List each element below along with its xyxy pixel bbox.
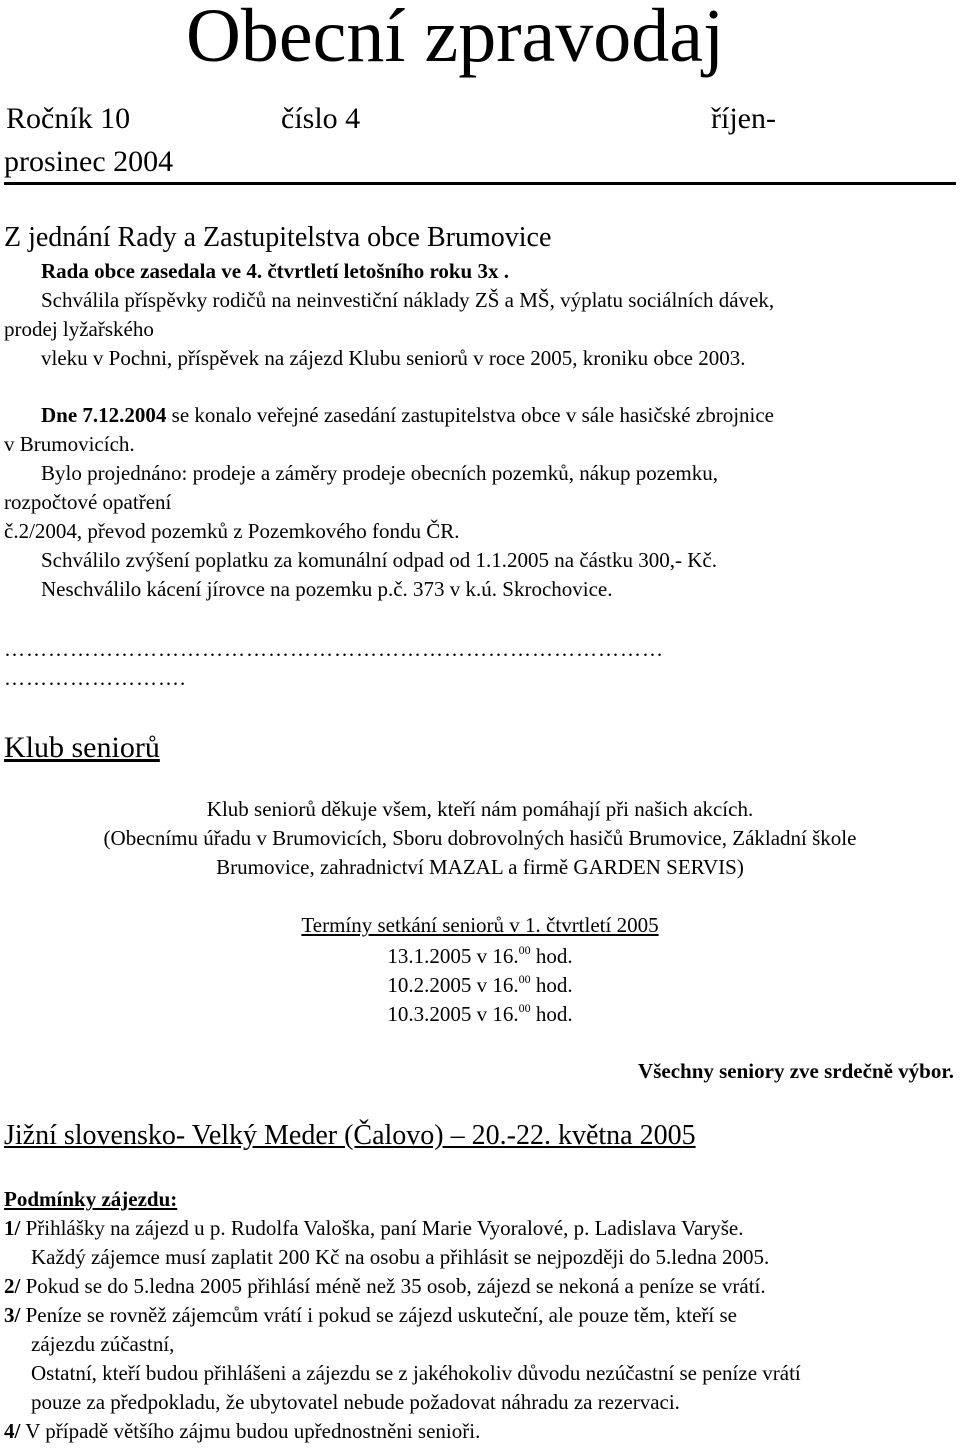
date-suffix: hod.	[530, 1002, 573, 1026]
rada-line-2: prodej lyžařského	[4, 317, 154, 341]
rada-summary: Rada obce zasedala ve 4. čtvrtletí letošního roku 3x .	[41, 259, 509, 283]
condition-item-4	[4, 1421, 480, 1442]
period-start: říjen-	[711, 102, 776, 135]
volume-label: Ročník 10	[6, 102, 131, 135]
discussed-line-1: Bylo projednáno: prodeje a záměry prodeje obecních pozemků, nákup pozemku,	[41, 461, 719, 485]
condition-text: Přihlášky na zájezd u p. Rudolfa Valoška, paní Marie Vyoralové, p. Ladislava Varyše.	[20, 1216, 744, 1240]
trip-heading: Jižní slovensko- Velký Meder (Čalovo) – 20.-22. května 2005	[4, 1120, 696, 1151]
club-heading: Klub seniorů	[4, 731, 160, 764]
meeting-date-row	[0, 944, 960, 967]
condition-item-1-cont: Každý zájemce musí zaplatit 200 Kč na osobu a přihlásit se nejpozději do 5.ledna 2005.	[31, 1245, 770, 1269]
discussed-line-2: rozpočtové opatření	[4, 490, 172, 514]
rada-line-1: Schválila příspěvky rodičů na neinvestiční náklady ZŠ a MŠ, výplatu sociálních dávek,	[41, 288, 775, 312]
condition-item-1	[4, 1218, 744, 1239]
rejected-line: Neschválilo kácení jírovce na pozemku p.č. 373 v k.ú. Skrochovice.	[41, 577, 613, 601]
condition-text: V případě většího zájmu budou upřednostněni senioři.	[20, 1419, 481, 1443]
meeting-text: se konalo veřejné zasedání zastupitelstva obce v sále hasičské zbrojnice	[166, 403, 775, 427]
club-thanks: Klub seniorů děkuje všem, kteří nám pomáhají při našich akcích.	[206, 797, 754, 821]
separator-dots-1: ………………………………………………………………………………	[4, 637, 664, 661]
date-minutes: 00	[518, 972, 531, 986]
club-invite: Všechny seniory zve srdečně výbor.	[638, 1059, 954, 1083]
condition-item-3	[4, 1305, 737, 1326]
meeting-line-2: v Brumovicích.	[4, 432, 135, 456]
meeting-paragraph	[41, 405, 774, 426]
date-text: 13.1.2005 v 16.	[387, 944, 519, 968]
date-suffix: hod.	[530, 973, 573, 997]
condition-item-3-cont-2: Ostatní, kteří budou přihlášeni a zájezdu se z jakéhokoliv důvodu nezúčastní se peníze vrátí	[31, 1361, 801, 1385]
condition-number: 3/	[4, 1303, 21, 1327]
meeting-date: Dne 7.12.2004	[41, 403, 167, 427]
header-rule	[4, 182, 956, 185]
condition-number: 2/	[4, 1274, 21, 1298]
date-suffix: hod.	[530, 944, 573, 968]
issue-label: číslo 4	[281, 102, 361, 135]
condition-number: 4/	[4, 1419, 21, 1443]
meeting-date-row	[0, 1002, 960, 1025]
approved-line: Schválilo zvýšení poplatku za komunální odpad od 1.1.2005 na částku 300,- Kč.	[41, 548, 717, 572]
condition-text: Pokud se do 5.ledna 2005 přihlásí méně než 35 osob, zájezd se nekoná a peníze se vrátí.	[20, 1274, 766, 1298]
condition-item-3-cont-3: pouze za předpokladu, že ubytovatel nebude požadovat náhradu za rezervaci.	[31, 1390, 680, 1414]
condition-number: 1/	[4, 1216, 21, 1240]
meeting-date-row	[0, 973, 960, 996]
newsletter-title: Obecní zpravodaj	[186, 0, 725, 78]
separator-dots-2: …………………….	[4, 666, 187, 690]
date-text: 10.3.2005 v 16.	[387, 1002, 519, 1026]
condition-text: Peníze se rovněž zájemcům vrátí i pokud se zájezd uskuteční, ale pouze těm, kteří se	[20, 1303, 737, 1327]
date-text: 10.2.2005 v 16.	[387, 973, 519, 997]
dates-heading: Termíny setkání seniorů v 1. čtvrtletí 2005	[301, 913, 659, 937]
condition-item-3-cont-1: zájezdu zúčastní,	[31, 1332, 175, 1356]
council-heading: Z jednání Rady a Zastupitelstva obce Brumovice	[4, 222, 552, 253]
date-minutes: 00	[518, 1001, 531, 1015]
period-end: prosinec 2004	[4, 145, 174, 178]
condition-item-2	[4, 1276, 766, 1297]
club-sponsors-2: Brumovice, zahradnictví MAZAL a firmě GARDEN SERVIS)	[216, 855, 744, 879]
rada-line-3: vleku v Pochni, příspěvek na zájezd Klubu seniorů v roce 2005, kroniku obce 2003.	[41, 346, 746, 370]
date-minutes: 00	[518, 943, 531, 957]
conditions-label: Podmínky zájezdu:	[4, 1187, 178, 1211]
club-sponsors-1: (Obecnímu úřadu v Brumovicích, Sboru dobrovolných hasičů Brumovice, Základní škole	[103, 826, 857, 850]
discussed-line-3: č.2/2004, převod pozemků z Pozemkového fondu ČR.	[4, 519, 460, 543]
